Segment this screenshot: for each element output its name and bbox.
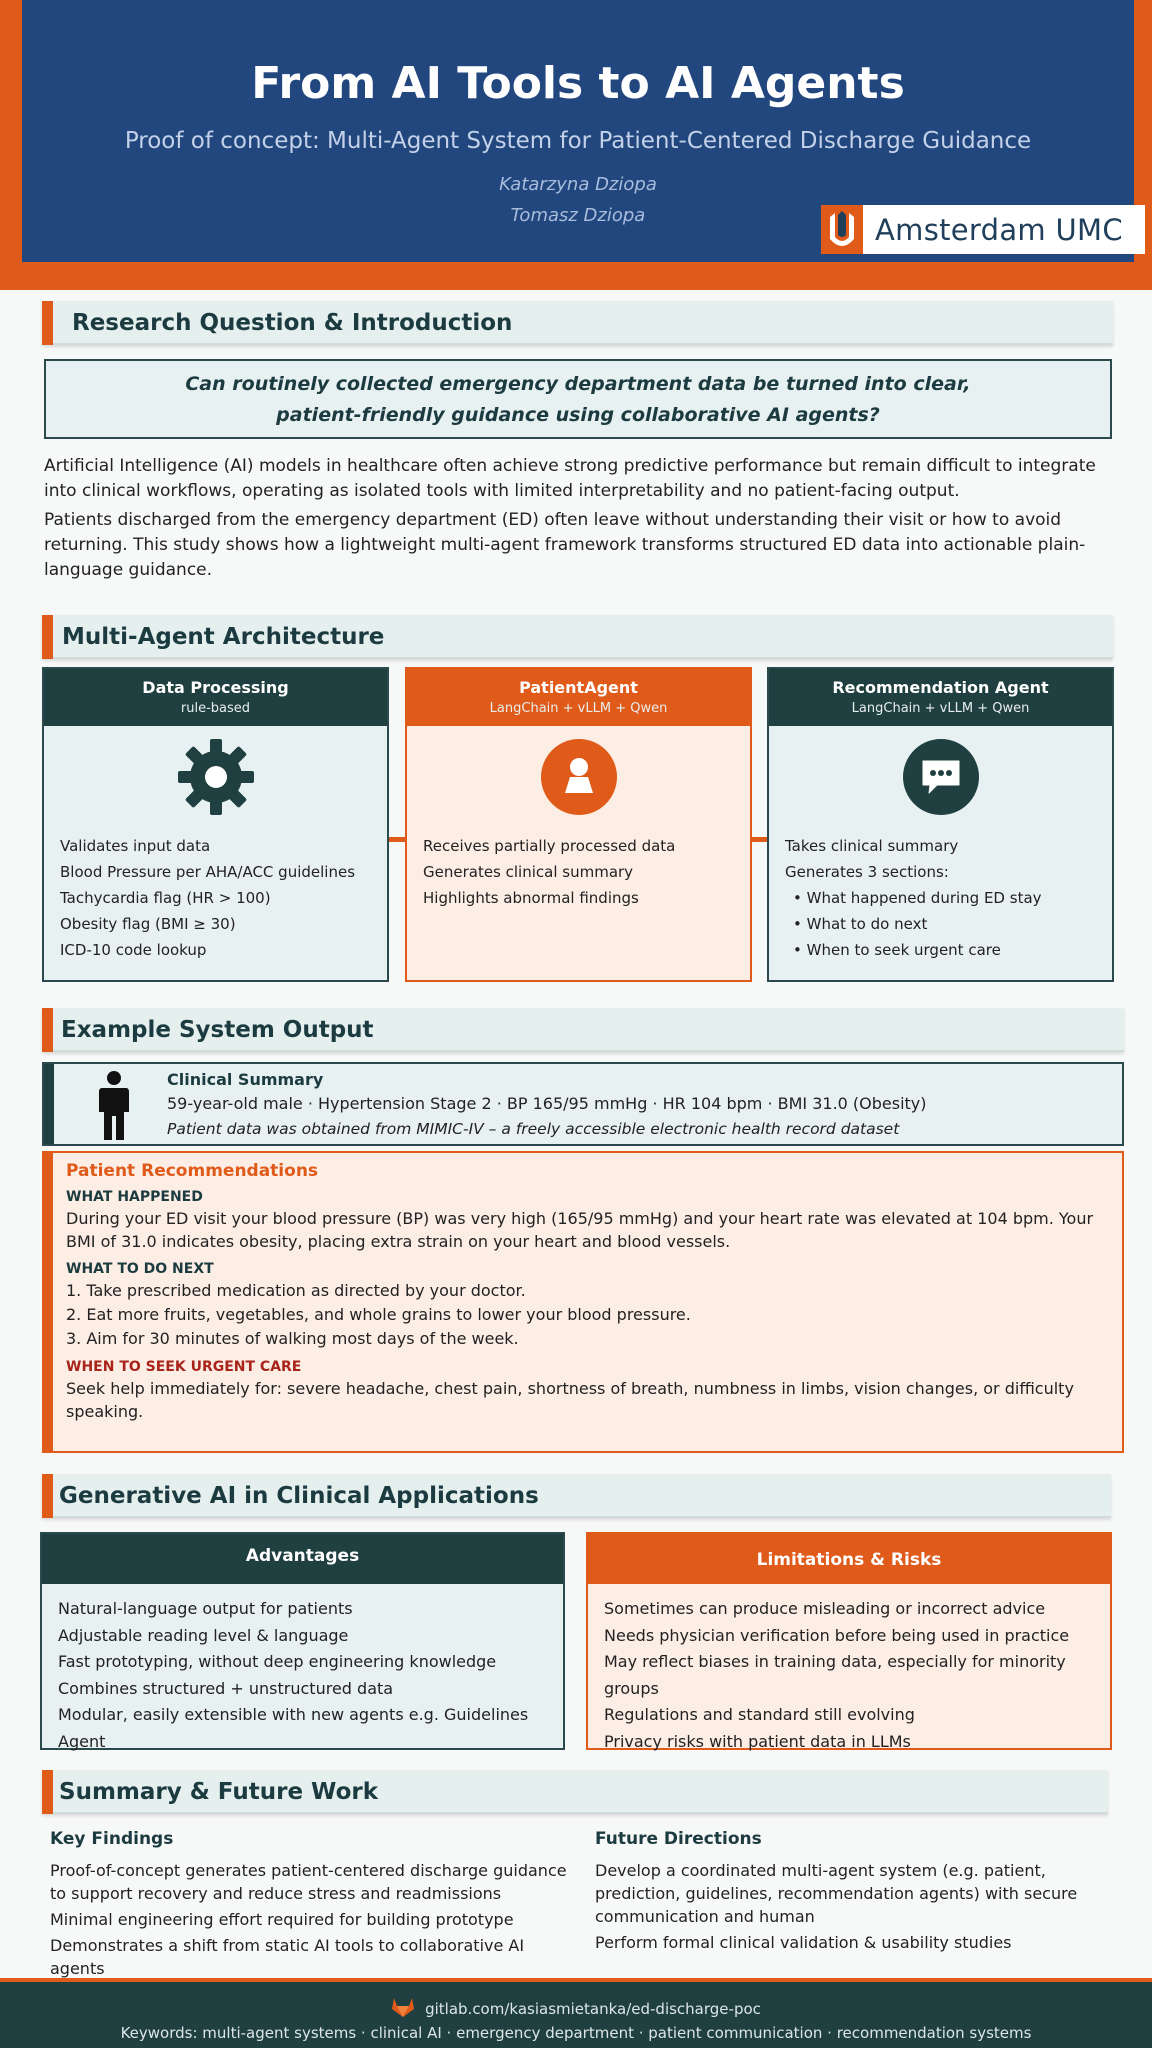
section-title: Research Question & Introduction bbox=[72, 310, 513, 336]
list-item: Takes clinical summary bbox=[785, 837, 959, 855]
list-item: 2. Eat more fruits, vegetables, and whole grains to lower your blood pressure. bbox=[66, 1305, 691, 1324]
list-item: 3. Aim for 30 minutes of walking most days of the week. bbox=[66, 1329, 519, 1348]
question-line: Can routinely collected emergency department data be turned into clear, bbox=[185, 373, 971, 395]
section-header-genai bbox=[42, 1474, 1111, 1518]
data-source-note: Patient data was obtained from MIMIC-IV – a freely accessible electronic health record dataset bbox=[167, 1120, 900, 1138]
finding-item: Proof-of-concept generates patient-centered discharge guidance to support recovery and reduce stress and readmissions bbox=[50, 1861, 567, 1903]
card-title: PatientAgent bbox=[519, 678, 638, 697]
section-header-architecture bbox=[42, 615, 1113, 659]
repository-link[interactable]: gitlab.com/kasiasmietanka/ed-discharge-poc bbox=[425, 2000, 761, 2018]
patient-figure-icon bbox=[94, 1070, 134, 1146]
list-item: Receives partially processed data bbox=[423, 837, 676, 855]
section-title: Summary & Future Work bbox=[59, 1779, 379, 1805]
header-banner bbox=[22, 0, 1134, 262]
card-list bbox=[423, 833, 675, 911]
what-happened-text: During your ED visit your blood pressure (BP) was very high (165/95 mmHg) and your heart rate was elevated at 104 bpm. Your BMI of 31.0 indicates obesity, placing extra strain on your heart and blood vessels. bbox=[66, 1209, 1094, 1251]
card-patient-agent bbox=[405, 667, 752, 982]
author-name: Tomasz Dziopa bbox=[510, 205, 646, 226]
list-subitem: • What happened during ED stay bbox=[785, 885, 1042, 911]
box-accent-bar bbox=[44, 1064, 54, 1144]
finding-item: Demonstrates a shift from static AI tools to collaborative AI agents bbox=[50, 1936, 525, 1978]
list-item: Sometimes can produce misleading or incorrect advice bbox=[604, 1599, 1046, 1618]
clinical-summary-title: Clinical Summary bbox=[167, 1070, 324, 1089]
list-item: Highlights abnormal findings bbox=[423, 889, 639, 907]
list-item: Fast prototyping, without deep engineering knowledge bbox=[58, 1652, 497, 1671]
list-item: 1. Take prescribed medication as directed by your doctor. bbox=[66, 1281, 526, 1300]
list-item: Obesity flag (BMI ≥ 30) bbox=[60, 915, 236, 933]
section-title: Generative AI in Clinical Applications bbox=[59, 1483, 539, 1509]
intro-paragraph: Patients discharged from the emergency department (ED) often leave without understanding their visit or how to avoid returning. This study shows how a lightweight multi-agent framework transforms structured ED data into actionable plain-language guidance. bbox=[44, 510, 1086, 580]
list-item: Natural-language output for patients bbox=[58, 1599, 353, 1618]
list-item: Combines structured + unstructured data bbox=[58, 1678, 394, 1698]
card-subtitle: LangChain + vLLM + Qwen bbox=[489, 701, 668, 716]
logo-text: Amsterdam UMC bbox=[875, 212, 1123, 247]
next-steps-list bbox=[66, 1279, 1116, 1351]
poster-subtitle: Proof of concept: Multi-Agent System for Patient-Centered Discharge Guidance bbox=[124, 128, 1032, 154]
list-item: Regulations and standard still evolving bbox=[604, 1705, 915, 1724]
advantages-panel bbox=[40, 1532, 565, 1750]
box-accent-bar bbox=[44, 1153, 53, 1451]
tulip-logo-icon bbox=[821, 205, 863, 254]
clinical-summary-box bbox=[42, 1062, 1124, 1146]
intro-paragraph: Artificial Intelligence (AI) models in healthcare often achieve strong predictive performance but remain difficult to integrate into clinical workflows, operating as isolated tools with limited interpretability and no patient-facing output. bbox=[44, 456, 1096, 501]
section-accent-bar bbox=[42, 1770, 53, 1814]
key-findings-title: Key Findings bbox=[50, 1829, 174, 1849]
section-title: Example System Output bbox=[61, 1017, 374, 1043]
urgent-care-text: Seek help immediately for: severe headache, chest pain, shortness of breath, numbness in limbs, vision changes, or difficulty speaking. bbox=[66, 1379, 1074, 1421]
research-question bbox=[44, 359, 1112, 439]
finding-item: Minimal engineering effort required for building prototype bbox=[50, 1910, 514, 1929]
gear-icon bbox=[178, 739, 254, 815]
card-list bbox=[785, 833, 1042, 963]
limitations-panel bbox=[586, 1532, 1112, 1750]
advantages-list bbox=[42, 1584, 563, 1767]
person-icon bbox=[541, 739, 617, 815]
list-item: Privacy risks with patient data in LLMs bbox=[604, 1731, 911, 1751]
future-directions-title: Future Directions bbox=[595, 1829, 762, 1849]
card-subtitle: LangChain + vLLM + Qwen bbox=[851, 701, 1030, 716]
card-title: Recommendation Agent bbox=[832, 678, 1049, 697]
list-item: ICD-10 code lookup bbox=[60, 941, 207, 959]
limitations-list bbox=[588, 1584, 1110, 1767]
amsterdam-umc-logo bbox=[821, 205, 1145, 254]
section-accent-bar bbox=[42, 301, 53, 345]
chat-bubble-icon bbox=[903, 739, 979, 815]
card-list bbox=[60, 833, 355, 963]
list-item: Needs physician verification before being used in practice bbox=[604, 1625, 1070, 1645]
question-line: patient-friendly guidance using collaborative AI agents? bbox=[276, 404, 880, 426]
list-item: Generates 3 sections: bbox=[785, 863, 949, 881]
keywords-line: Keywords: multi-agent systems · clinical AI · emergency department · patient communication · recommendation systems bbox=[120, 2024, 1032, 2042]
list-item: Tachycardia flag (HR > 100) bbox=[60, 889, 271, 907]
list-item: Adjustable reading level & language bbox=[58, 1625, 349, 1645]
future-item: Perform formal clinical validation & usability studies bbox=[595, 1933, 1012, 1952]
future-item: Develop a coordinated multi-agent system (e.g. patient, prediction, guidelines, recommendation agents) with secure communication and human bbox=[595, 1861, 1078, 1926]
list-item: Blood Pressure per AHA/ACC guidelines bbox=[60, 863, 356, 881]
list-item: Modular, easily extensible with new agents e.g. Guidelines Agent bbox=[58, 1705, 529, 1751]
poster-title: From AI Tools to AI Agents bbox=[251, 58, 905, 109]
section-accent-bar bbox=[42, 1008, 53, 1052]
author-name: Katarzyna Dziopa bbox=[499, 174, 657, 195]
panel-title: Advantages bbox=[42, 1534, 563, 1584]
key-findings-column bbox=[50, 1828, 570, 1983]
list-subitem: • When to seek urgent care bbox=[785, 937, 1042, 963]
list-item: May reflect biases in training data, especially for minority groups bbox=[604, 1652, 1066, 1698]
patient-recommendations-box bbox=[42, 1151, 1124, 1453]
what-happened-heading: WHAT HAPPENED bbox=[66, 1189, 203, 1205]
list-item: Generates clinical summary bbox=[423, 863, 634, 881]
card-recommendation-agent bbox=[767, 667, 1114, 982]
urgent-care-heading: WHEN TO SEEK URGENT CARE bbox=[66, 1359, 302, 1375]
what-to-do-heading: WHAT TO DO NEXT bbox=[66, 1261, 214, 1277]
card-data-processing bbox=[42, 667, 389, 982]
section-accent-bar bbox=[42, 615, 53, 659]
panel-title: Limitations & Risks bbox=[588, 1534, 1110, 1584]
card-header bbox=[769, 669, 1112, 726]
list-subitem: • What to do next bbox=[785, 911, 1042, 937]
gitlab-icon bbox=[391, 1996, 415, 2022]
section-header-summary bbox=[42, 1770, 1108, 1814]
section-title: Multi-Agent Architecture bbox=[62, 624, 385, 650]
section-header-example bbox=[42, 1008, 1124, 1052]
recommendations-title: Patient Recommendations bbox=[66, 1161, 319, 1181]
card-header bbox=[44, 669, 387, 726]
poster-footer bbox=[0, 1978, 1152, 2048]
poster-header bbox=[0, 0, 1152, 290]
future-directions-column bbox=[595, 1828, 1115, 1957]
section-header-intro bbox=[42, 301, 1113, 345]
card-title: Data Processing bbox=[142, 678, 289, 697]
card-header bbox=[407, 669, 750, 726]
card-subtitle: rule-based bbox=[180, 701, 251, 716]
list-item: Validates input data bbox=[60, 837, 211, 855]
section-accent-bar bbox=[42, 1474, 53, 1518]
clinical-summary-values: 59-year-old male · Hypertension Stage 2 · BP 165/95 mmHg · HR 104 bpm · BMI 31.0 (Obesity) bbox=[167, 1094, 927, 1113]
